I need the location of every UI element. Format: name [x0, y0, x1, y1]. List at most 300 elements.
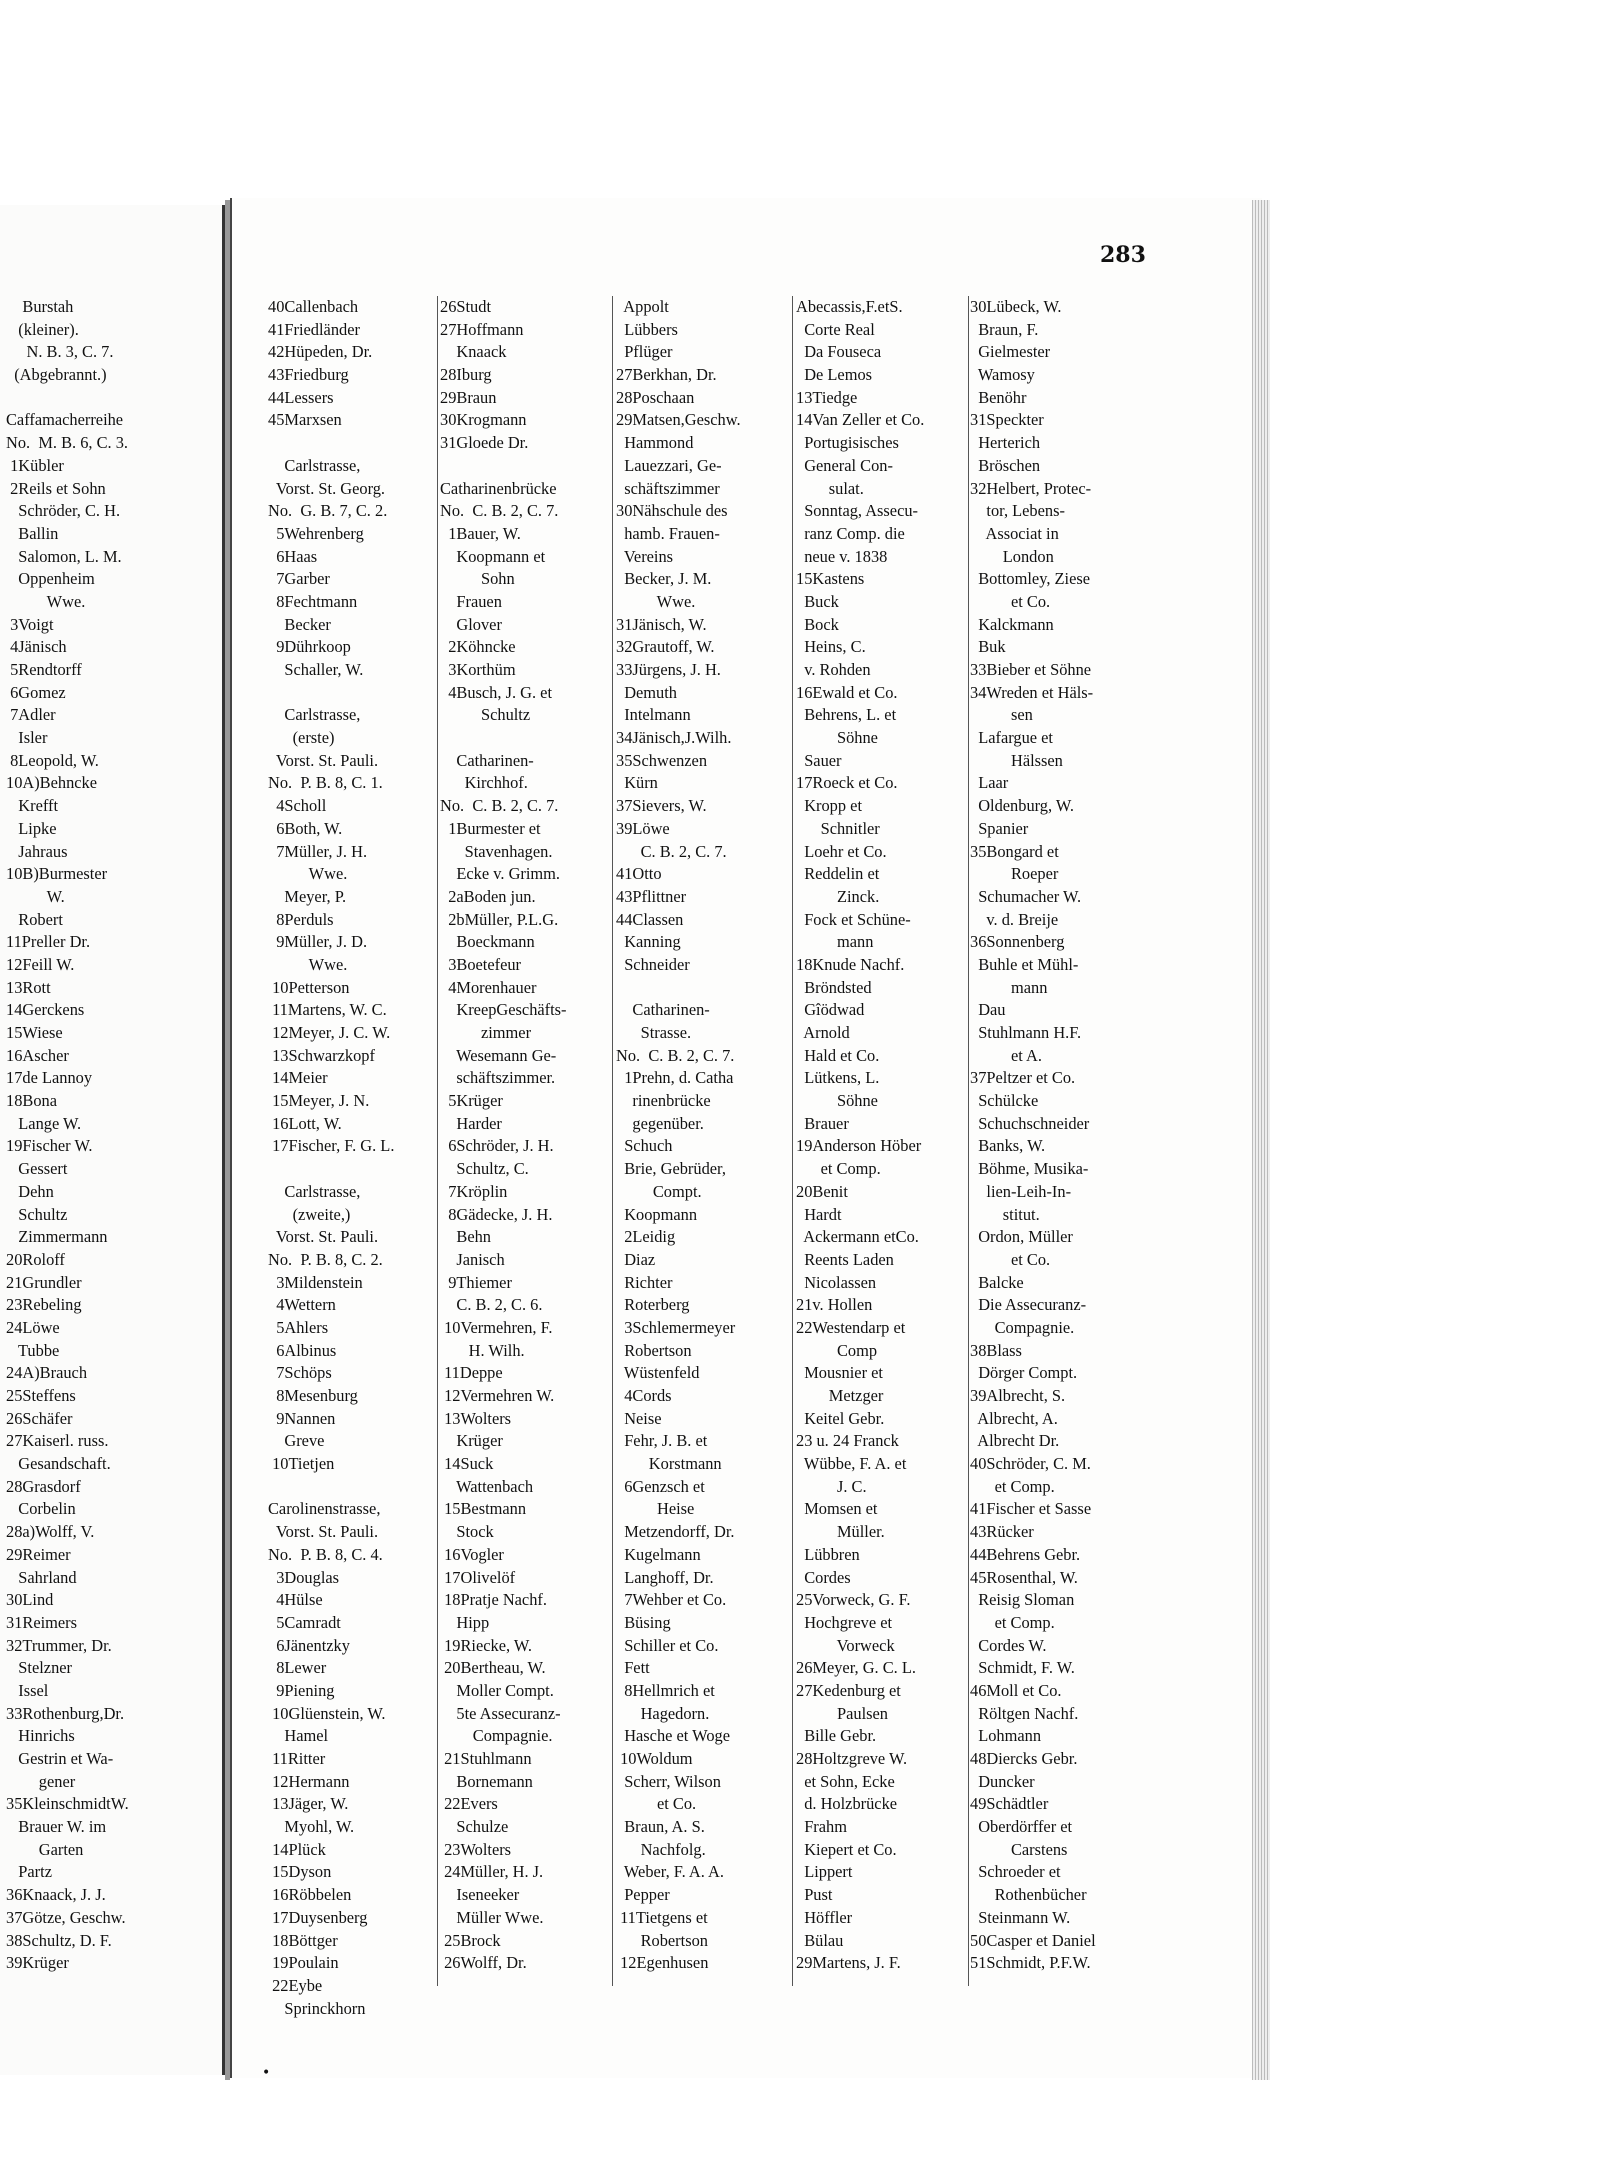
directory-entry: No. C. B. 2, C. 7.	[440, 501, 559, 521]
directory-entry: Kugelmann	[616, 1544, 701, 1564]
directory-entry: 46Moll et Co.	[970, 1680, 1062, 1700]
directory-entry: 11Preller Dr.	[6, 932, 91, 952]
directory-entry: 40Callenbach	[268, 297, 359, 316]
directory-entry: Lübbers	[616, 319, 678, 339]
directory-entry: 19Riecke, W.	[440, 1635, 532, 1655]
directory-entry: 8Perduls	[268, 909, 334, 929]
directory-entry: J. C.	[796, 1476, 867, 1496]
directory-entry: (zweite,)	[268, 1204, 351, 1224]
directory-entry: 18Knude Nachf.	[796, 954, 905, 974]
directory-entry	[616, 977, 741, 1000]
directory-entry: 43Friedburg	[268, 365, 349, 385]
directory-entry: Müller.	[796, 1522, 885, 1542]
directory-entry: Heins, C.	[796, 637, 866, 657]
directory-entry: Lütkens, L.	[796, 1068, 880, 1088]
directory-entry: 6Albinus	[268, 1340, 337, 1360]
directory-entry: Comp	[796, 1340, 878, 1360]
directory-entry: Schultz	[6, 1204, 68, 1224]
directory-entry: 17Fischer, F. G. L.	[268, 1136, 395, 1156]
directory-entry: Wwe.	[268, 954, 348, 974]
directory-entry: Hinrichs	[6, 1726, 75, 1746]
directory-entry: 25Brock	[440, 1930, 501, 1950]
directory-entry: Sonntag, Assecu-	[796, 501, 919, 521]
directory-entry: Vereins	[616, 546, 674, 566]
directory-entry: 3Mildenstein	[268, 1272, 363, 1292]
directory-entry: Paulsen	[796, 1703, 888, 1723]
directory-entry: 10Petterson	[268, 977, 350, 997]
directory-entry: 14Van Zeller et Co.	[796, 410, 925, 430]
directory-entry: (Abgebrannt.)	[6, 365, 107, 385]
directory-entry: 17Olivelöf	[440, 1567, 516, 1587]
directory-entry: Associat in	[970, 523, 1059, 543]
directory-entry: 12Meyer, J. C. W.	[268, 1023, 391, 1042]
directory-entry: Lübbren	[796, 1544, 860, 1564]
directory-entry: Böhme, Musika-	[970, 1159, 1089, 1179]
directory-entry: 7Kröplin	[440, 1181, 508, 1201]
directory-entry: 41Fischer et Sasse	[970, 1499, 1092, 1519]
directory-entry: 27Berkhan, Dr.	[616, 365, 717, 385]
directory-entry: 22Eybe	[268, 1975, 323, 1995]
directory-entry: 26Studt	[440, 297, 492, 316]
directory-entry: Boeckmann	[440, 932, 535, 952]
directory-entry: Moller Compt.	[440, 1680, 554, 1700]
directory-entry: Schneider	[616, 954, 690, 974]
directory-entry: 30Krogmann	[440, 410, 527, 430]
directory-entry: 8Fechtmann	[268, 591, 358, 611]
directory-entry: 5Rendtorff	[6, 660, 82, 679]
directory-entry: Gîödwad	[796, 1000, 865, 1020]
directory-entry: Sauer	[796, 750, 842, 770]
directory-entry: Duncker	[970, 1771, 1035, 1791]
directory-entry: Brauer W. im	[6, 1817, 107, 1837]
directory-entry: Compt.	[616, 1181, 702, 1201]
directory-entry: 21Grundler	[6, 1272, 82, 1292]
directory-entry: No. C. B. 2, C. 7.	[616, 1045, 735, 1065]
directory-entry: 15Meyer, J. N.	[268, 1091, 370, 1111]
directory-entry: Catharinen-	[616, 1000, 710, 1020]
directory-entry: d. Holzbrücke	[796, 1794, 898, 1814]
directory-entry: 39Krüger	[6, 1953, 69, 1973]
directory-entry: rinenbrücke	[616, 1091, 711, 1111]
directory-entry: 12Hermann	[268, 1771, 350, 1791]
directory-entry: Nachfolg.	[616, 1839, 706, 1859]
directory-entry: 30Nähschule des	[616, 501, 728, 521]
directory-entry: 13Rott	[6, 977, 51, 997]
directory-entry: Garten	[6, 1839, 84, 1859]
directory-entry: 15Bestmann	[440, 1499, 527, 1519]
directory-entry: Fehr, J. B. et	[616, 1431, 708, 1451]
directory-entry: stitut.	[970, 1204, 1040, 1224]
directory-entry: Wattenbach	[440, 1476, 534, 1496]
page-edge	[1252, 200, 1270, 2080]
directory-entry: Höffler	[796, 1907, 853, 1927]
directory-entry: 39Löwe	[616, 818, 670, 838]
directory-entry: Schülcke	[970, 1091, 1039, 1111]
directory-entry: Carstens	[970, 1839, 1068, 1859]
directory-entry: 6Haas	[268, 546, 318, 566]
directory-entry: Hochgreve et	[796, 1612, 893, 1632]
directory-entry: Da Fouseca	[796, 342, 882, 362]
directory-entry: Braun, A. S.	[616, 1817, 705, 1837]
directory-entry: 22Evers	[440, 1794, 498, 1814]
directory-entry: Knaack	[440, 342, 507, 362]
directory-entry: 15Dyson	[268, 1862, 332, 1882]
directory-entry: Wübbe, F. A. et	[796, 1454, 907, 1474]
directory-entry: 2bMüller, P.L.G.	[440, 909, 559, 929]
directory-entry: Bornemann	[440, 1771, 533, 1791]
directory-entry: 6Genzsch et	[616, 1476, 705, 1496]
directory-entry: Langhoff, Dr.	[616, 1567, 714, 1587]
directory-entry: Stock	[440, 1522, 494, 1542]
directory-entry: 11Ritter	[268, 1749, 326, 1768]
directory-entry: 44Lessers	[268, 387, 334, 407]
directory-entry: 33Rothenburg,Dr.	[6, 1703, 125, 1723]
directory-entry: 2aBoden jun.	[440, 886, 536, 906]
directory-entry: 41Friedländer	[268, 319, 360, 339]
directory-entry: Kirchhof.	[440, 773, 528, 793]
directory-entry: Schumacher W.	[970, 886, 1082, 906]
directory-entry: 35Schwenzen	[616, 750, 708, 770]
directory-entry: schäftszimmer	[616, 478, 720, 498]
directory-entry: 17Duysenberg	[268, 1907, 368, 1927]
directory-entry: Heise	[616, 1499, 695, 1519]
directory-entry: Söhne	[796, 728, 878, 748]
directory-entry: 18Bona	[6, 1091, 57, 1111]
directory-entry: No. G. B. 7, C. 2.	[268, 501, 388, 521]
directory-entry: 28a)Wolff, V.	[6, 1522, 95, 1542]
directory-entry: No. P. B. 8, C. 4.	[268, 1544, 383, 1564]
directory-entry: Hipp	[440, 1612, 490, 1632]
directory-entry: 31Gloede Dr.	[440, 433, 529, 453]
directory-entry: Koopmann	[616, 1204, 698, 1224]
directory-entry: 7Schöps	[268, 1363, 332, 1383]
directory-entry: 26Meyer, G. C. L.	[796, 1658, 916, 1678]
directory-entry: 4Cords	[616, 1386, 672, 1405]
directory-entry: De Lemos	[796, 365, 873, 385]
directory-entry: 10Woldum	[616, 1749, 693, 1768]
directory-entry: Hagedorn.	[616, 1703, 710, 1723]
directory-entry: 37Peltzer et Co.	[970, 1068, 1076, 1088]
directory-entry: C. B. 2, C. 7.	[616, 841, 727, 861]
directory-entry: 35KleinschmidtW.	[6, 1794, 129, 1814]
directory-entry: sulat.	[796, 478, 864, 498]
directory-entry: 26Wolff, Dr.	[440, 1953, 527, 1973]
directory-entry: 31Speckter	[970, 410, 1044, 430]
directory-entry: Issel	[6, 1680, 49, 1700]
directory-entry: 10B)Burmester	[6, 864, 108, 884]
column-rule	[437, 296, 438, 1986]
directory-entry: 28Poschaan	[616, 387, 695, 407]
directory-entry: Wamosy	[970, 365, 1035, 385]
directory-entry: 24A)Brauch	[6, 1363, 88, 1383]
directory-entry: Schuch	[616, 1136, 673, 1156]
directory-entry: Cordes W.	[970, 1635, 1047, 1655]
directory-entry: Kürn	[616, 773, 658, 793]
directory-entry: 14Suck	[440, 1454, 494, 1474]
directory-entry: 36Sonnenberg	[970, 932, 1065, 952]
directory-entry: 5te Assecuranz-	[440, 1703, 561, 1723]
directory-entry: 19Poulain	[268, 1953, 339, 1973]
directory-entry: Stelzner	[6, 1658, 72, 1678]
directory-entry: 15Kastens	[796, 569, 865, 589]
directory-entry: 27Kedenburg et	[796, 1680, 901, 1700]
directory-entry: Die Assecuranz-	[970, 1295, 1087, 1315]
directory-entry: 32Helbert, Protec-	[970, 478, 1092, 498]
directory-entry: 4Busch, J. G. et	[440, 682, 552, 702]
directory-entry: Gestrin et Wa-	[6, 1749, 114, 1768]
directory-entry: 23 u. 24 Franck	[796, 1431, 899, 1451]
directory-entry: Robertson	[616, 1930, 708, 1950]
directory-entry: 21v. Hollen	[796, 1295, 873, 1315]
directory-entry: Hasche et Woge	[616, 1726, 730, 1746]
directory-entry: Brauer	[796, 1113, 849, 1133]
directory-entry: Diaz	[616, 1249, 656, 1269]
directory-entry: 34Wreden et Häls-	[970, 682, 1094, 702]
directory-column	[440, 296, 567, 1975]
directory-entry: 45Marxsen	[268, 410, 342, 430]
directory-entry: v. d. Breije	[970, 909, 1059, 929]
directory-entry: 9Piening	[268, 1680, 335, 1700]
directory-entry: Buhle et Mühl-	[970, 954, 1079, 974]
directory-entry: Bülau	[796, 1930, 844, 1950]
directory-entry: Stavenhagen.	[440, 841, 553, 861]
directory-entry: 29Reimer	[6, 1544, 71, 1564]
directory-entry: 17Roeck et Co.	[796, 773, 898, 793]
directory-entry: Nicolassen	[796, 1272, 877, 1292]
directory-entry: et A.	[970, 1045, 1042, 1065]
directory-entry: Schultz, C.	[440, 1159, 529, 1179]
directory-entry: 4Morenhauer	[440, 977, 537, 997]
directory-entry: 33Jürgens, J. H.	[616, 660, 721, 679]
directory-entry: 43Pflittner	[616, 886, 687, 906]
directory-entry: Gielmester	[970, 342, 1051, 362]
directory-column	[616, 296, 741, 1975]
directory-entry: Steinmann W.	[970, 1907, 1071, 1927]
directory-entry: 12Feill W.	[6, 954, 75, 974]
directory-entry: Arnold	[796, 1023, 850, 1042]
directory-entry: Becker	[268, 614, 331, 634]
directory-entry: 4Wettern	[268, 1295, 336, 1315]
directory-entry: 32Trummer, Dr.	[6, 1635, 112, 1655]
directory-entry: Pflüger	[616, 342, 673, 362]
directory-entry: 1Burmester et	[440, 818, 541, 838]
directory-entry: 20Benit	[796, 1181, 848, 1201]
directory-entry: 40Schröder, C. M.	[970, 1454, 1091, 1474]
directory-entry: Carlstrasse,	[268, 1181, 361, 1201]
directory-entry: 5Camradt	[268, 1612, 341, 1632]
directory-entry: Dörger Compt.	[970, 1363, 1078, 1383]
directory-entry: Abecassis,F.etS.	[796, 297, 903, 316]
directory-entry: 10A)Behncke	[6, 773, 98, 793]
directory-entry: Glover	[440, 614, 502, 634]
directory-entry: 16Röbbelen	[268, 1885, 352, 1905]
directory-entry: Schulze	[440, 1817, 509, 1837]
directory-entry: Wwe.	[268, 864, 348, 884]
directory-entry: Vorst. St. Pauli.	[268, 750, 379, 770]
directory-entry: 11Deppe	[440, 1363, 503, 1383]
directory-entry: 37Sievers, W.	[616, 796, 707, 816]
directory-entry: Hardt	[796, 1204, 842, 1224]
directory-entry: Vorst. St. Georg.	[268, 478, 386, 498]
directory-entry: Lauezzari, Ge-	[616, 455, 722, 475]
directory-entry: 13Jäger, W.	[268, 1794, 349, 1814]
directory-entry: tor, Lebens-	[970, 501, 1065, 521]
directory-entry: 15Wiese	[6, 1023, 63, 1042]
directory-entry: Gesandschaft.	[6, 1454, 111, 1474]
directory-entry: Dau	[970, 1000, 1006, 1020]
directory-entry: 27Hoffmann	[440, 319, 524, 339]
directory-entry: 16Ascher	[6, 1045, 69, 1065]
directory-entry: Hammond	[616, 433, 694, 453]
directory-entry: Neise	[616, 1408, 662, 1428]
directory-entry: 45Rosenthal, W.	[970, 1567, 1078, 1587]
directory-entry: 8Mesenburg	[268, 1386, 358, 1405]
directory-entry: 39Albrecht, S.	[970, 1386, 1066, 1405]
directory-entry: Brie, Gebrüder,	[616, 1159, 726, 1179]
directory-entry: zimmer	[440, 1023, 532, 1042]
directory-entry: lien-Leih-In-	[970, 1181, 1072, 1201]
directory-entry	[440, 727, 567, 750]
directory-entry: Sprinckhorn	[268, 1998, 366, 2018]
directory-entry: 2Köhncke	[440, 637, 516, 657]
directory-entry: 24Müller, H. J.	[440, 1862, 544, 1882]
directory-entry: 8Leopold, W.	[6, 750, 99, 770]
directory-entry: 6Jänentzky	[268, 1635, 350, 1655]
directory-entry: Braun, F.	[970, 319, 1039, 339]
directory-entry: Carlstrasse,	[268, 455, 361, 475]
directory-entry: Laar	[970, 773, 1009, 793]
directory-entry: Frauen	[440, 591, 502, 611]
directory-entry: Wesemann Ge-	[440, 1045, 557, 1065]
directory-entry: Behn	[440, 1227, 491, 1247]
directory-column	[796, 296, 924, 1975]
directory-entry: 8Lewer	[268, 1658, 327, 1678]
directory-entry: 3Boetefeur	[440, 954, 522, 974]
directory-entry: 6Gomez	[6, 682, 66, 702]
directory-entry: 23Wolters	[440, 1839, 512, 1859]
directory-entry: 35Bongard et	[970, 841, 1059, 861]
directory-entry: 44Classen	[616, 909, 684, 929]
directory-entry: London	[970, 546, 1054, 566]
directory-entry: Tubbe	[6, 1340, 60, 1360]
directory-entry: 5Krüger	[440, 1091, 503, 1111]
directory-entry: Gessert	[6, 1159, 68, 1179]
directory-entry: et Co.	[970, 1249, 1051, 1269]
directory-entry: 28Holtzgreve W.	[796, 1749, 908, 1768]
directory-entry: Carolinenstrasse,	[268, 1499, 381, 1519]
directory-entry: 25Steffens	[6, 1386, 76, 1405]
directory-entry: Becker, J. M.	[616, 569, 712, 589]
directory-entry: Mousnier et	[796, 1363, 883, 1383]
directory-entry: 9Müller, J. D.	[268, 932, 368, 952]
directory-entry: Kropp et	[796, 796, 863, 816]
directory-entry: 49Schädtler	[970, 1794, 1049, 1814]
directory-entry: et Co.	[970, 591, 1051, 611]
directory-entry: (kleiner).	[6, 319, 79, 339]
directory-entry: Schroeder et	[970, 1862, 1061, 1882]
directory-entry: Schröder, C. H.	[6, 501, 121, 521]
directory-entry: et Comp.	[970, 1612, 1055, 1632]
directory-entry: Ackermann etCo.	[796, 1227, 919, 1247]
directory-entry: 28Grasdorf	[6, 1476, 81, 1496]
directory-entry: 31Reimers	[6, 1612, 78, 1632]
directory-entry: 14Gerckens	[6, 1000, 85, 1020]
directory-entry: Krüger	[440, 1431, 503, 1451]
directory-entry: Frahm	[796, 1817, 847, 1837]
directory-entry: Intelmann	[616, 705, 691, 725]
directory-entry: Schultz	[440, 705, 531, 725]
directory-entry: 16Lott, W.	[268, 1113, 342, 1133]
directory-entry: Dehn	[6, 1181, 54, 1201]
directory-entry: 30Lübeck, W.	[970, 297, 1062, 316]
directory-entry: 4Jänisch	[6, 637, 67, 657]
directory-entry: Stuhlmann H.F.	[970, 1023, 1082, 1042]
directory-entry: 17de Lannoy	[6, 1068, 93, 1088]
directory-entry: 2Leidig	[616, 1227, 676, 1247]
directory-entry: 19Fischer W.	[6, 1136, 93, 1156]
directory-entry: 19Anderson Höber	[796, 1136, 922, 1156]
directory-entry: 9Dührkoop	[268, 637, 351, 657]
directory-entry: 34Jänisch,J.Wilh.	[616, 728, 732, 748]
directory-entry: mann	[970, 977, 1048, 997]
directory-entry: mann	[796, 932, 874, 952]
directory-entry: Keitel Gebr.	[796, 1408, 885, 1428]
directory-entry: neue v. 1838	[796, 546, 888, 566]
directory-entry: 13Tiedge	[796, 387, 858, 407]
directory-entry: Schiller et Co.	[616, 1635, 719, 1655]
directory-entry: Wüstenfeld	[616, 1363, 700, 1383]
column-rule	[612, 296, 613, 1986]
directory-entry: Metzger	[796, 1386, 884, 1405]
directory-entry: Schnitler	[796, 818, 880, 838]
directory-entry: Reisig Sloman	[970, 1590, 1075, 1610]
directory-entry: 43Rücker	[970, 1522, 1034, 1542]
directory-entry: Oldenburg, W.	[970, 796, 1074, 816]
directory-entry: 29Martens, J. F.	[796, 1953, 901, 1973]
directory-entry: Isler	[6, 728, 48, 748]
directory-entry: No. P. B. 8, C. 2.	[268, 1249, 383, 1269]
directory-entry: 48Diercks Gebr.	[970, 1749, 1078, 1768]
directory-entry: 1Prehn, d. Catha	[616, 1068, 734, 1088]
directory-entry: gener	[6, 1771, 76, 1791]
directory-entry: Appolt	[616, 297, 669, 316]
directory-entry: Lafargue et	[970, 728, 1053, 748]
directory-entry: 10Glüenstein, W.	[268, 1703, 386, 1723]
directory-entry: 10Tietjen	[268, 1454, 335, 1474]
directory-entry: 36Knaack, J. J.	[6, 1885, 106, 1905]
directory-entry: Bröndsted	[796, 977, 872, 997]
directory-entry: Jahraus	[6, 841, 68, 861]
directory-entry: 12Egenhusen	[616, 1953, 709, 1973]
directory-entry: 23Rebeling	[6, 1295, 82, 1315]
directory-entry: Ecke v. Grimm.	[440, 864, 561, 884]
directory-entry: 51Schmidt, P.F.W.	[970, 1953, 1091, 1973]
directory-entry: Koopmann et	[440, 546, 546, 566]
directory-entry: 42Hüpeden, Dr.	[268, 342, 373, 362]
directory-entry: Corte Real	[796, 319, 875, 339]
directory-entry: Janisch	[440, 1249, 505, 1269]
directory-entry: Sahrland	[6, 1567, 77, 1587]
directory-entry: 3Douglas	[268, 1567, 340, 1587]
directory-entry: 9Nannen	[268, 1408, 336, 1428]
directory-entry: Schmidt, F. W.	[970, 1658, 1075, 1678]
directory-entry: 38Schultz, D. F.	[6, 1930, 112, 1950]
directory-entry: 6Both, W.	[268, 818, 343, 838]
directory-entry: Sohn	[440, 569, 515, 589]
directory-entry: Reents Laden	[796, 1249, 894, 1269]
directory-entry: C. B. 2, C. 6.	[440, 1295, 543, 1315]
column-rule	[792, 296, 793, 1986]
